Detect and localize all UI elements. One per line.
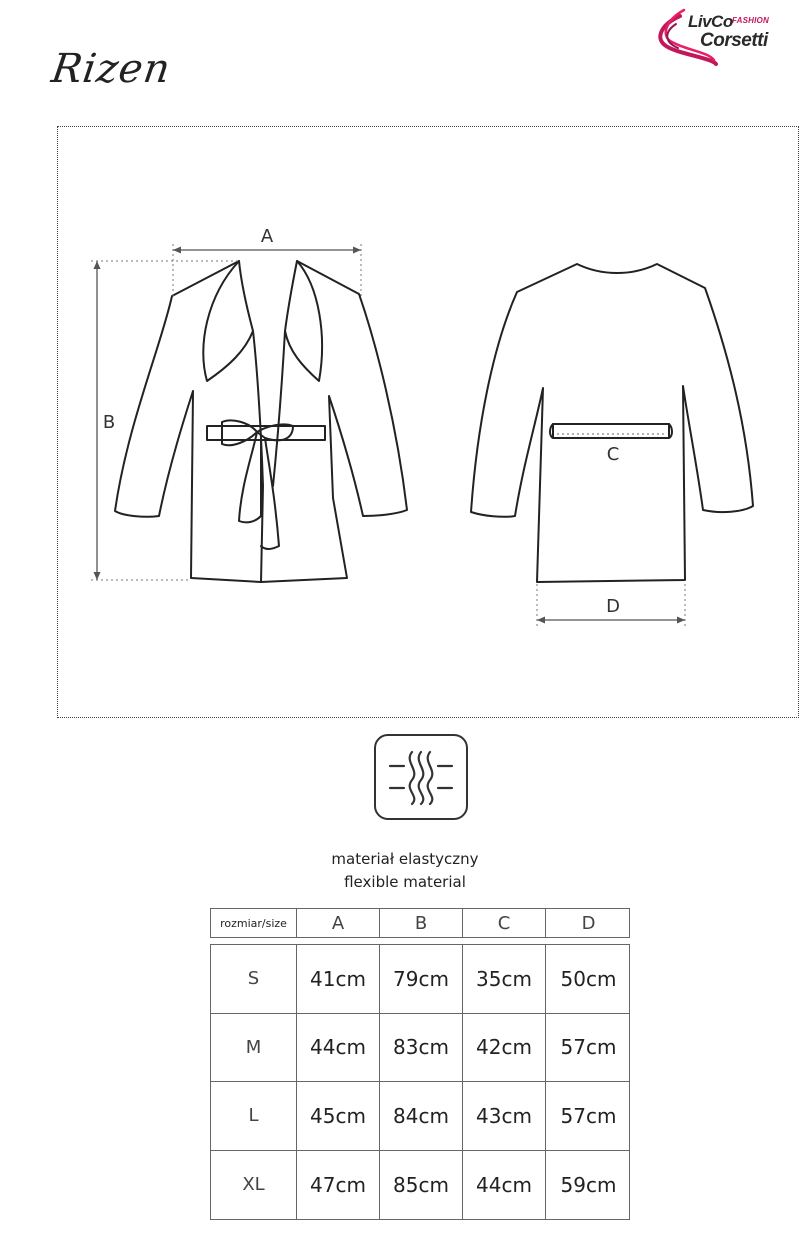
material-label-polish: materiał elastyczny	[331, 850, 479, 868]
dimension-b	[91, 261, 239, 580]
dimension-a	[173, 226, 361, 298]
product-title: Rizen	[48, 46, 174, 92]
table-cell: 50cm	[560, 966, 617, 991]
table-cell: 45cm	[297, 1082, 380, 1150]
stretch-fabric-icon	[374, 734, 468, 820]
table-cell-size: S	[211, 945, 297, 1013]
table-cell: 57cm	[560, 1103, 617, 1128]
stretch-waves-icon	[376, 736, 466, 818]
size-table-header	[210, 908, 630, 938]
logo-text-fashion: FASHION	[732, 16, 769, 25]
table-cell: 85cm	[380, 1151, 463, 1220]
table-cell-size: L	[211, 1082, 297, 1150]
table-cell: 57cm	[560, 1035, 617, 1060]
table-row	[211, 1082, 629, 1151]
table-cell: 44cm	[463, 1151, 546, 1220]
dimension-label-c: C	[606, 444, 620, 465]
garment-diagram	[57, 126, 799, 718]
table-cell: 79cm	[380, 945, 463, 1013]
table-cell: 84cm	[380, 1082, 463, 1150]
table-cell-size: M	[211, 1014, 297, 1082]
logo-text-livco: LivCo	[688, 12, 733, 31]
table-cell: 83cm	[380, 1014, 463, 1082]
table-cell: 44cm	[297, 1014, 380, 1082]
front-view-drawing	[115, 261, 407, 582]
dimension-d	[537, 584, 685, 626]
table-row	[211, 945, 629, 1014]
header-cell-a: A	[297, 909, 380, 937]
table-row	[211, 1014, 629, 1083]
table-cell: 47cm	[297, 1151, 380, 1220]
header-cell-d: D	[581, 912, 596, 934]
material-label-english: flexible material	[344, 873, 466, 891]
logo-text-corsetti: Corsetti	[700, 30, 768, 51]
brand-logo	[650, 2, 798, 68]
table-cell: 43cm	[463, 1082, 546, 1150]
dimension-label-a: A	[260, 226, 274, 247]
dimension-label-d: D	[606, 596, 620, 617]
header-cell-b: B	[380, 909, 463, 937]
table-cell-size: XL	[211, 1151, 297, 1220]
table-cell: 42cm	[463, 1014, 546, 1082]
header-cell-c: C	[463, 909, 546, 937]
table-cell: 41cm	[297, 945, 380, 1013]
size-table	[210, 908, 630, 1220]
size-table-body	[210, 944, 630, 1220]
table-cell: 59cm	[560, 1172, 617, 1197]
dimension-label-b: B	[102, 412, 116, 433]
header-cell-size: rozmiar/size	[211, 909, 297, 937]
table-cell: 35cm	[463, 945, 546, 1013]
table-row	[211, 1151, 629, 1220]
back-view-drawing	[471, 264, 753, 582]
